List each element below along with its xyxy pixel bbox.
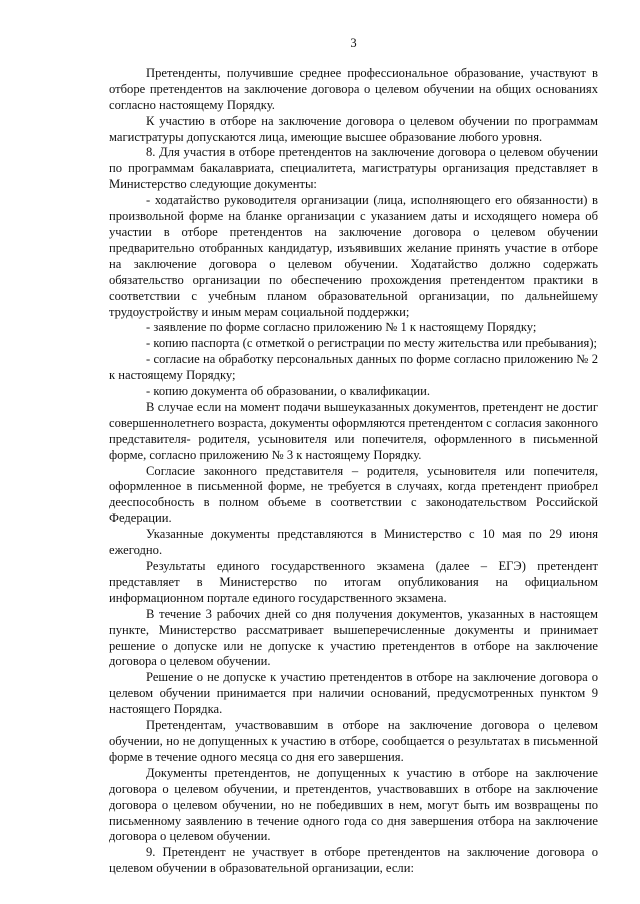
paragraph: Согласие законного представителя – родителя, усыновителя или попечителя, оформленное в письменной форме, не требуется в случаях, когда претендент приобрел дееспособность в полном объеме в соответствии с законодательством Российской Федерации.	[109, 463, 598, 526]
paragraph: Документы претендентов, не допущенных к участию в отборе на заключение договора о целевом обучении, и претендентов, участвовавших в отборе на заключение договора о целевом обучении, но не победивших в нем, могут быть им возвращены по письменному заявлению в течение одного года со дня завершения отбора на заключение договора о целевом обучении.	[109, 765, 598, 844]
page-number: 3	[350, 36, 357, 50]
paragraph: Решение о не допуске к участию претендентов в отборе на заключение договора о целевом обучении принимается при наличии оснований, предусмотренных пунктом 9 настоящего Порядка.	[109, 670, 598, 717]
paragraph: Претенденты, получившие среднее профессиональное образование, участвуют в отборе претендентов на заключение договора о целевом обучении на общих основаниях согласно настоящему Порядку.	[109, 65, 598, 112]
paragraph: 8. Для участия в отборе претендентов на заключение договора о целевом обучении по программам бакалавриата, специалитета, магистратуры организация представляет в Министерство следующие документы:	[109, 145, 598, 192]
paragraph: - копию паспорта (с отметкой о регистрации по месту жительства или пребывания);	[146, 336, 598, 351]
paragraph: Претендентам, участвовавшим в отборе на заключение договора о целевом обучении, но не допущенных к участию в отборе, сообщается о результатах в письменной форме в течение одного месяца со дня его завершения.	[109, 718, 598, 764]
paragraph: - согласие на обработку персональных данных по форме согласно приложению № 2 к настоящему Порядку;	[109, 352, 598, 383]
paragraph: - ходатайство руководителя организации (лица, исполняющего его обязанности) в произвольной форме на бланке организации с указанием даты и исходящего номера об участии в отборе претендентов на заключение договора о целевом обучении предварительно отобранных кандидатур, изъявивших желание принять участие в отборе на заключение договора о целевом обучении. Ходатайство должно содержать обязательство организации по обеспечению прохождения претендентом практики в соответствии с учебным планом образовательной организации, по дальнейшему трудоустройству и иным мерам социальной поддержки;	[109, 193, 598, 319]
document-body	[109, 66, 598, 877]
paragraph: 9. Претендент не участвует в отборе претендентов на заключение договора о целевом обучении в образовательной организации, если:	[109, 845, 598, 876]
paragraph: В случае если на момент подачи вышеуказанных документов, претендент не достиг совершеннолетнего возраста, документы оформляются претендентом с согласия законного представителя- родителя, усыновителя или попечителя, оформленного в письменной форме, согласно приложению № 3 к настоящему Порядку.	[109, 399, 598, 462]
paragraph: К участию в отборе на заключение договора о целевом обучении по программам магистратуры допускаются лица, имеющие высшее образование любого уровня.	[109, 113, 598, 144]
paragraph: Указанные документы представляются в Министерство с 10 мая по 29 июня ежегодно.	[109, 527, 598, 558]
paragraph: В течение 3 рабочих дней со дня получения документов, указанных в настоящем пункте, Министерство рассматривает вышеперечисленные документы и принимает решение о допуске или не допуске к участию претендентов в отборе на заключение договора о целевом обучении.	[109, 606, 598, 669]
paragraph: - заявление по форме согласно приложению № 1 к настоящему Порядку;	[146, 320, 537, 335]
paragraph: - копию документа об образовании, о квалификации.	[146, 384, 431, 399]
paragraph: Результаты единого государственного экзамена (далее – ЕГЭ) претендент представляет в Министерство по итогам опубликования на официальном информационном портале единого государственного экзамена.	[109, 559, 598, 605]
